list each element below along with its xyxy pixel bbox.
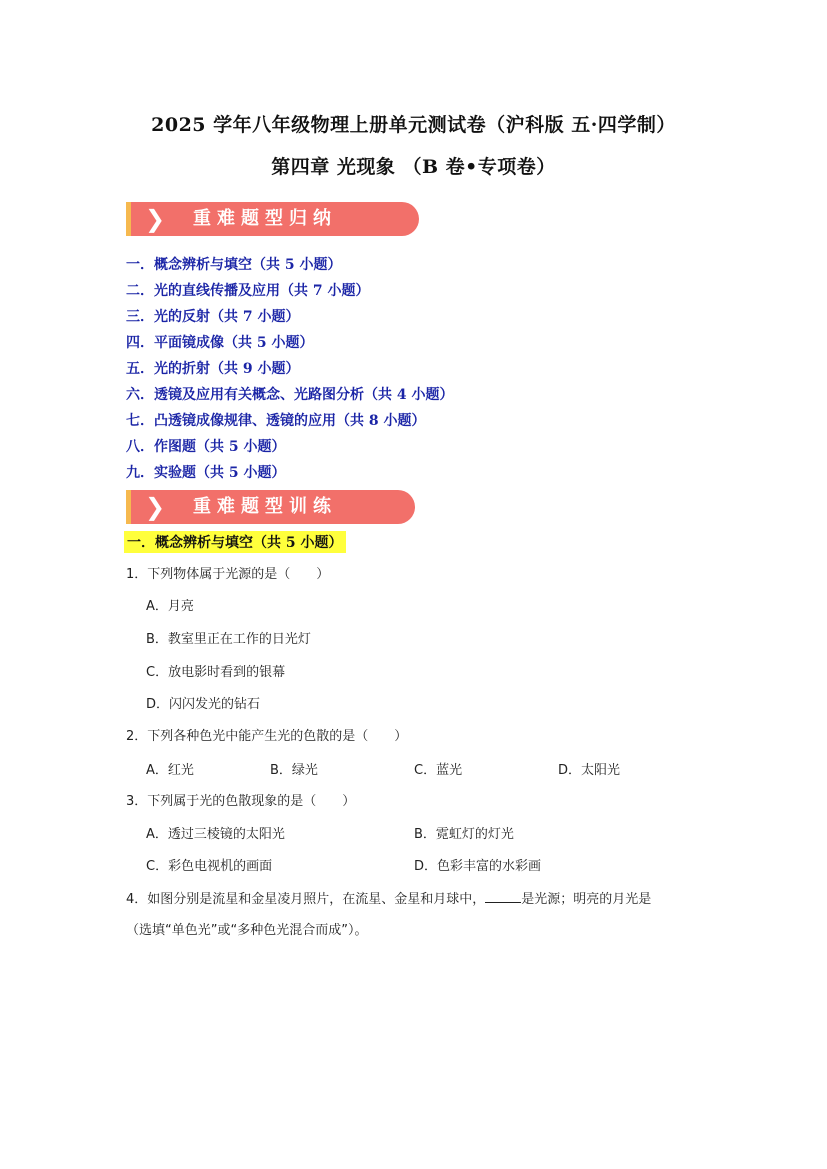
document-title: 2025 学年八年级物理上册单元测试卷（沪科版 五·四学制） [151,114,676,136]
question-1-option-c[interactable]: C．放电影时看到的银幕 [146,665,286,680]
question-1-option-b[interactable]: B．教室里正在工作的日光灯 [146,632,311,647]
chapter-title: 第四章 光现象 （B 卷•专项卷） [271,156,556,178]
question-2-option-d[interactable]: D．太阳光 [558,763,621,778]
question-2-option-a[interactable]: A．红光 [146,763,194,778]
question-4-stem-line2: （选填“单色光”或“多种色光混合而成”）。 [126,923,368,938]
training-banner [126,490,415,524]
summary-banner-label: 重难题型归纳 [193,208,337,229]
section-heading: 一．概念辨析与填空（共 5 小题） [124,531,346,553]
question-1-option-a[interactable]: A．月亮 [146,599,194,614]
question-3-option-b[interactable]: B．霓虹灯的灯光 [414,827,514,842]
question-3-stem: 3．下列属于光的色散现象的是（ ） [126,794,356,809]
question-4-stem-part1: 4．如图分别是流星和金星凌月照片，在流星、金星和月球中， [126,892,486,907]
summary-banner [126,202,419,236]
toc-item[interactable]: 一．概念辨析与填空（共 5 小题） [126,257,342,273]
toc-item[interactable]: 九．实验题（共 5 小题） [126,465,286,481]
answer-blank[interactable] [485,890,521,903]
question-2-option-b[interactable]: B．绿光 [270,763,318,778]
toc-item[interactable]: 三．光的反射（共 7 小题） [126,309,300,325]
toc-item[interactable]: 四．平面镜成像（共 5 小题） [126,335,314,351]
question-4-stem-part2: 是光源；明亮的月光是 [521,892,652,907]
chevron-right-icon: ❯ [145,205,166,233]
toc-item[interactable]: 七．凸透镜成像规律、透镜的应用（共 8 小题） [126,413,426,429]
table-of-contents [126,255,454,489]
toc-item[interactable]: 二．光的直线传播及应用（共 7 小题） [126,283,370,299]
toc-item[interactable]: 八．作图题（共 5 小题） [126,439,286,455]
question-2-option-c[interactable]: C．蓝光 [414,763,463,778]
chevron-right-icon: ❯ [145,493,166,521]
question-3-option-c[interactable]: C．彩色电视机的画面 [146,859,273,874]
training-banner-label: 重难题型训练 [193,496,337,517]
question-3-option-d[interactable]: D．色彩丰富的水彩画 [414,859,542,874]
question-2-stem: 2．下列各种色光中能产生光的色散的是（ ） [126,729,408,744]
toc-item[interactable]: 六．透镜及应用有关概念、光路图分析（共 4 小题） [126,387,454,403]
question-3-option-a[interactable]: A．透过三棱镜的太阳光 [146,827,285,842]
question-1-stem: 1．下列物体属于光源的是（ ） [126,567,330,582]
question-4-stem [126,888,651,907]
question-1-option-d[interactable]: D．闪闪发光的钻石 [146,697,261,712]
toc-item[interactable]: 五．光的折射（共 9 小题） [126,361,300,377]
